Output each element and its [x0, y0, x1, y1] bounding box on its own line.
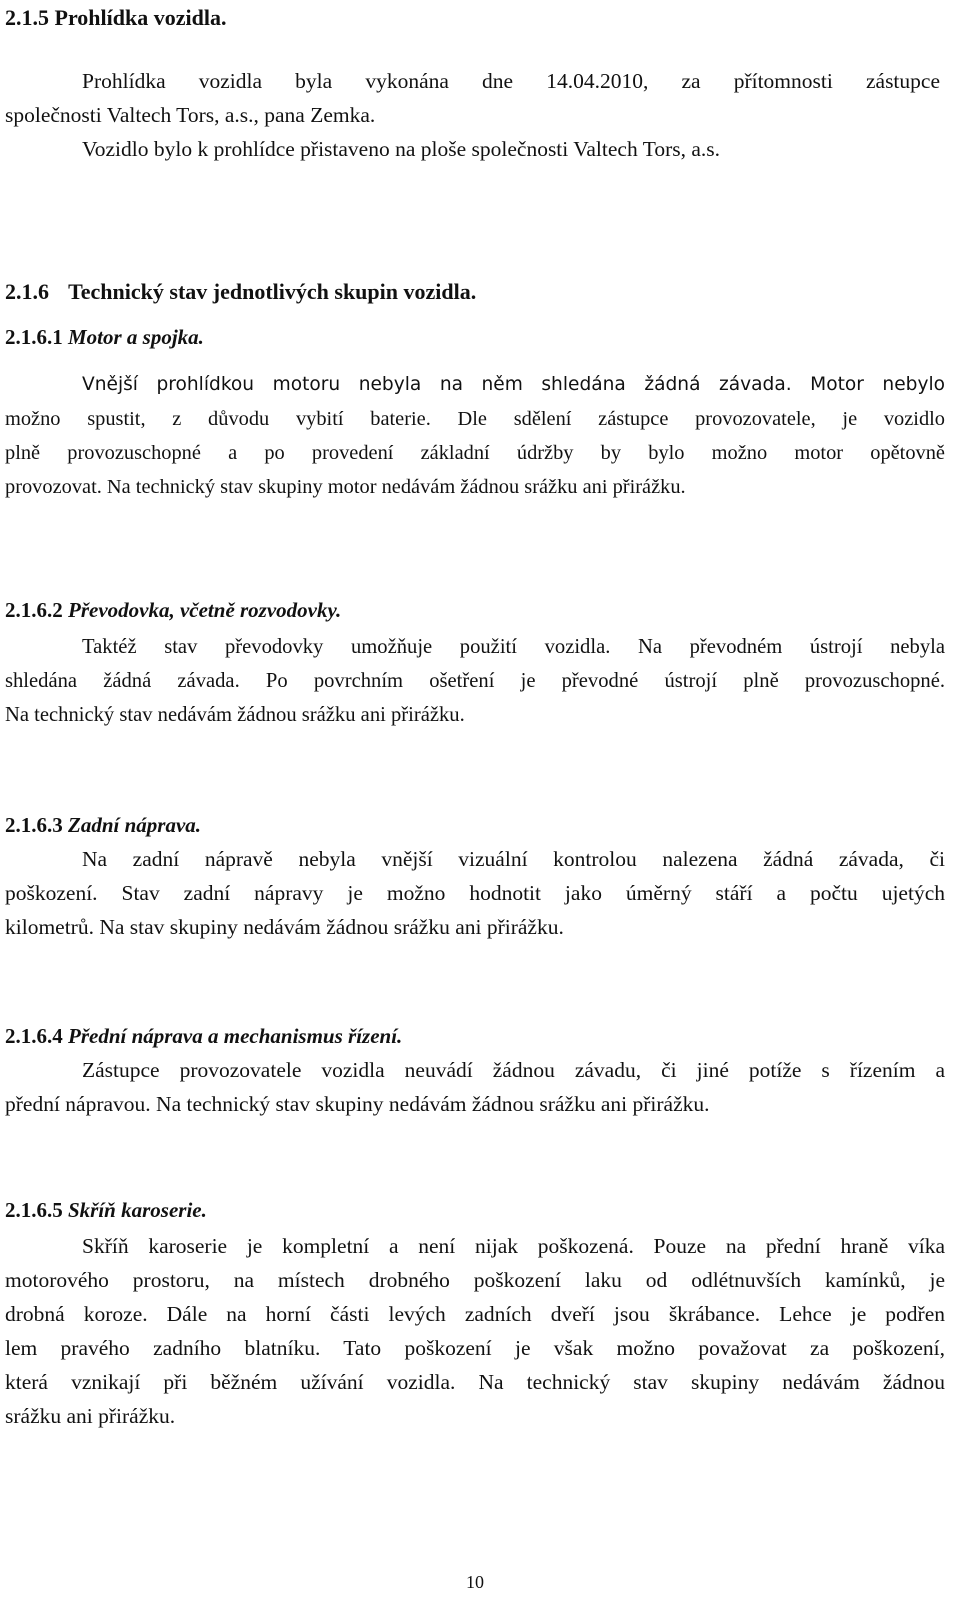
subsection-heading-2-1-6-1	[5, 323, 204, 351]
subsection-title: Přední náprava a mechanismus řízení.	[68, 1024, 403, 1048]
text-line: motorového prostoru, na místech drobného poškození laku od odlétnuvších kamínků, je	[5, 1268, 945, 1292]
paragraph-2-1-6-3	[5, 842, 945, 944]
paragraph-2-1-5	[5, 64, 940, 166]
subsection-heading-2-1-6-5	[5, 1196, 207, 1224]
text-line: shledána žádná závada. Po povrchním ošetření je převodné ústrojí plně provozuschopné.	[5, 670, 945, 692]
heading-text: 2.1.5 Prohlídka vozidla.	[5, 5, 227, 30]
text-line: Vnější prohlídkou motoru nebyla na něm shledána žádná závada. Motor nebylo	[82, 374, 945, 395]
text-line: Zástupce provozovatele vozidla neuvádí žádnou závadu, či jiné potíže s řízením a	[82, 1058, 945, 1082]
text-line: možno spustit, z důvodu vybití baterie. Dle sdělení zástupce provozovatele, je vozidlo	[5, 408, 945, 430]
text-line: plně provozuschopné a po provedení základní údržby by bylo možno motor opětovně	[5, 442, 945, 464]
subsection-title: Převodovka, včetně rozvodovky.	[68, 598, 342, 622]
section-number: 2.1.6	[5, 279, 49, 304]
text-line: společnosti Valtech Tors, a.s., pana Zemka.	[5, 103, 376, 127]
text-line: lem pravého zadního blatníku. Tato poškození je však možno považovat za poškození,	[5, 1336, 945, 1360]
text-line: která vznikají při běžném užívání vozidla. Na technický stav skupiny nedávám žádnou	[5, 1370, 945, 1394]
text-line: kilometrů. Na stav skupiny nedávám žádnou srážku ani přirážku.	[5, 915, 564, 939]
subsection-title: Motor a spojka.	[68, 325, 204, 349]
paragraph-2-1-6-1	[5, 368, 945, 504]
section-title: Technický stav jednotlivých skupin vozidla.	[68, 279, 477, 304]
text-line: poškození. Stav zadní nápravy je možno hodnotit jako úměrný stáří a počtu ujetých	[5, 881, 945, 905]
text-line: Vozidlo bylo k prohlídce přistaveno na ploše společnosti Valtech Tors, a.s.	[82, 137, 721, 161]
text-line: Taktéž stav převodovky umožňuje použití vozidla. Na převodném ústrojí nebyla	[82, 636, 945, 658]
subsection-title: Zadní náprava.	[68, 813, 202, 837]
paragraph-2-1-6-2	[5, 630, 945, 732]
subsection-number: 2.1.6.3	[5, 813, 63, 837]
paragraph-2-1-6-5	[5, 1229, 945, 1433]
text-line: Prohlídka vozidla byla vykonána dne 14.04.2010, za přítomnosti zástupce	[82, 69, 940, 93]
section-heading-2-1-6	[5, 278, 476, 306]
text-line: Skříň karoserie je kompletní a není nijak poškozená. Pouze na přední hraně víka	[82, 1234, 945, 1258]
subsection-heading-2-1-6-2	[5, 596, 341, 624]
text-line: přední nápravou. Na technický stav skupiny nedávám žádnou srážku ani přirážku.	[5, 1092, 710, 1116]
text-line: provozovat. Na technický stav skupiny motor nedávám žádnou srážku ani přirážku.	[5, 476, 686, 498]
subsection-title: Skříň karoserie.	[68, 1198, 207, 1222]
text-line: srážku ani přirážku.	[5, 1404, 176, 1428]
section-heading-2-1-5	[5, 4, 226, 32]
page-number: 10	[466, 1572, 484, 1592]
paragraph-2-1-6-4	[5, 1053, 945, 1121]
subsection-number: 2.1.6.1	[5, 325, 63, 349]
subsection-heading-2-1-6-3	[5, 811, 201, 839]
subsection-number: 2.1.6.5	[5, 1198, 63, 1222]
subsection-heading-2-1-6-4	[5, 1022, 402, 1050]
text-line: Na zadní nápravě nebyla vnější vizuální kontrolou nalezena žádná závada, či	[82, 847, 945, 871]
text-line: drobná koroze. Dále na horní části levých zadních dveří jsou škrábance. Lehce je podřen	[5, 1302, 945, 1326]
subsection-number: 2.1.6.4	[5, 1024, 63, 1048]
text-line: Na technický stav nedávám žádnou srážku ani přirážku.	[5, 704, 465, 726]
subsection-number: 2.1.6.2	[5, 598, 63, 622]
